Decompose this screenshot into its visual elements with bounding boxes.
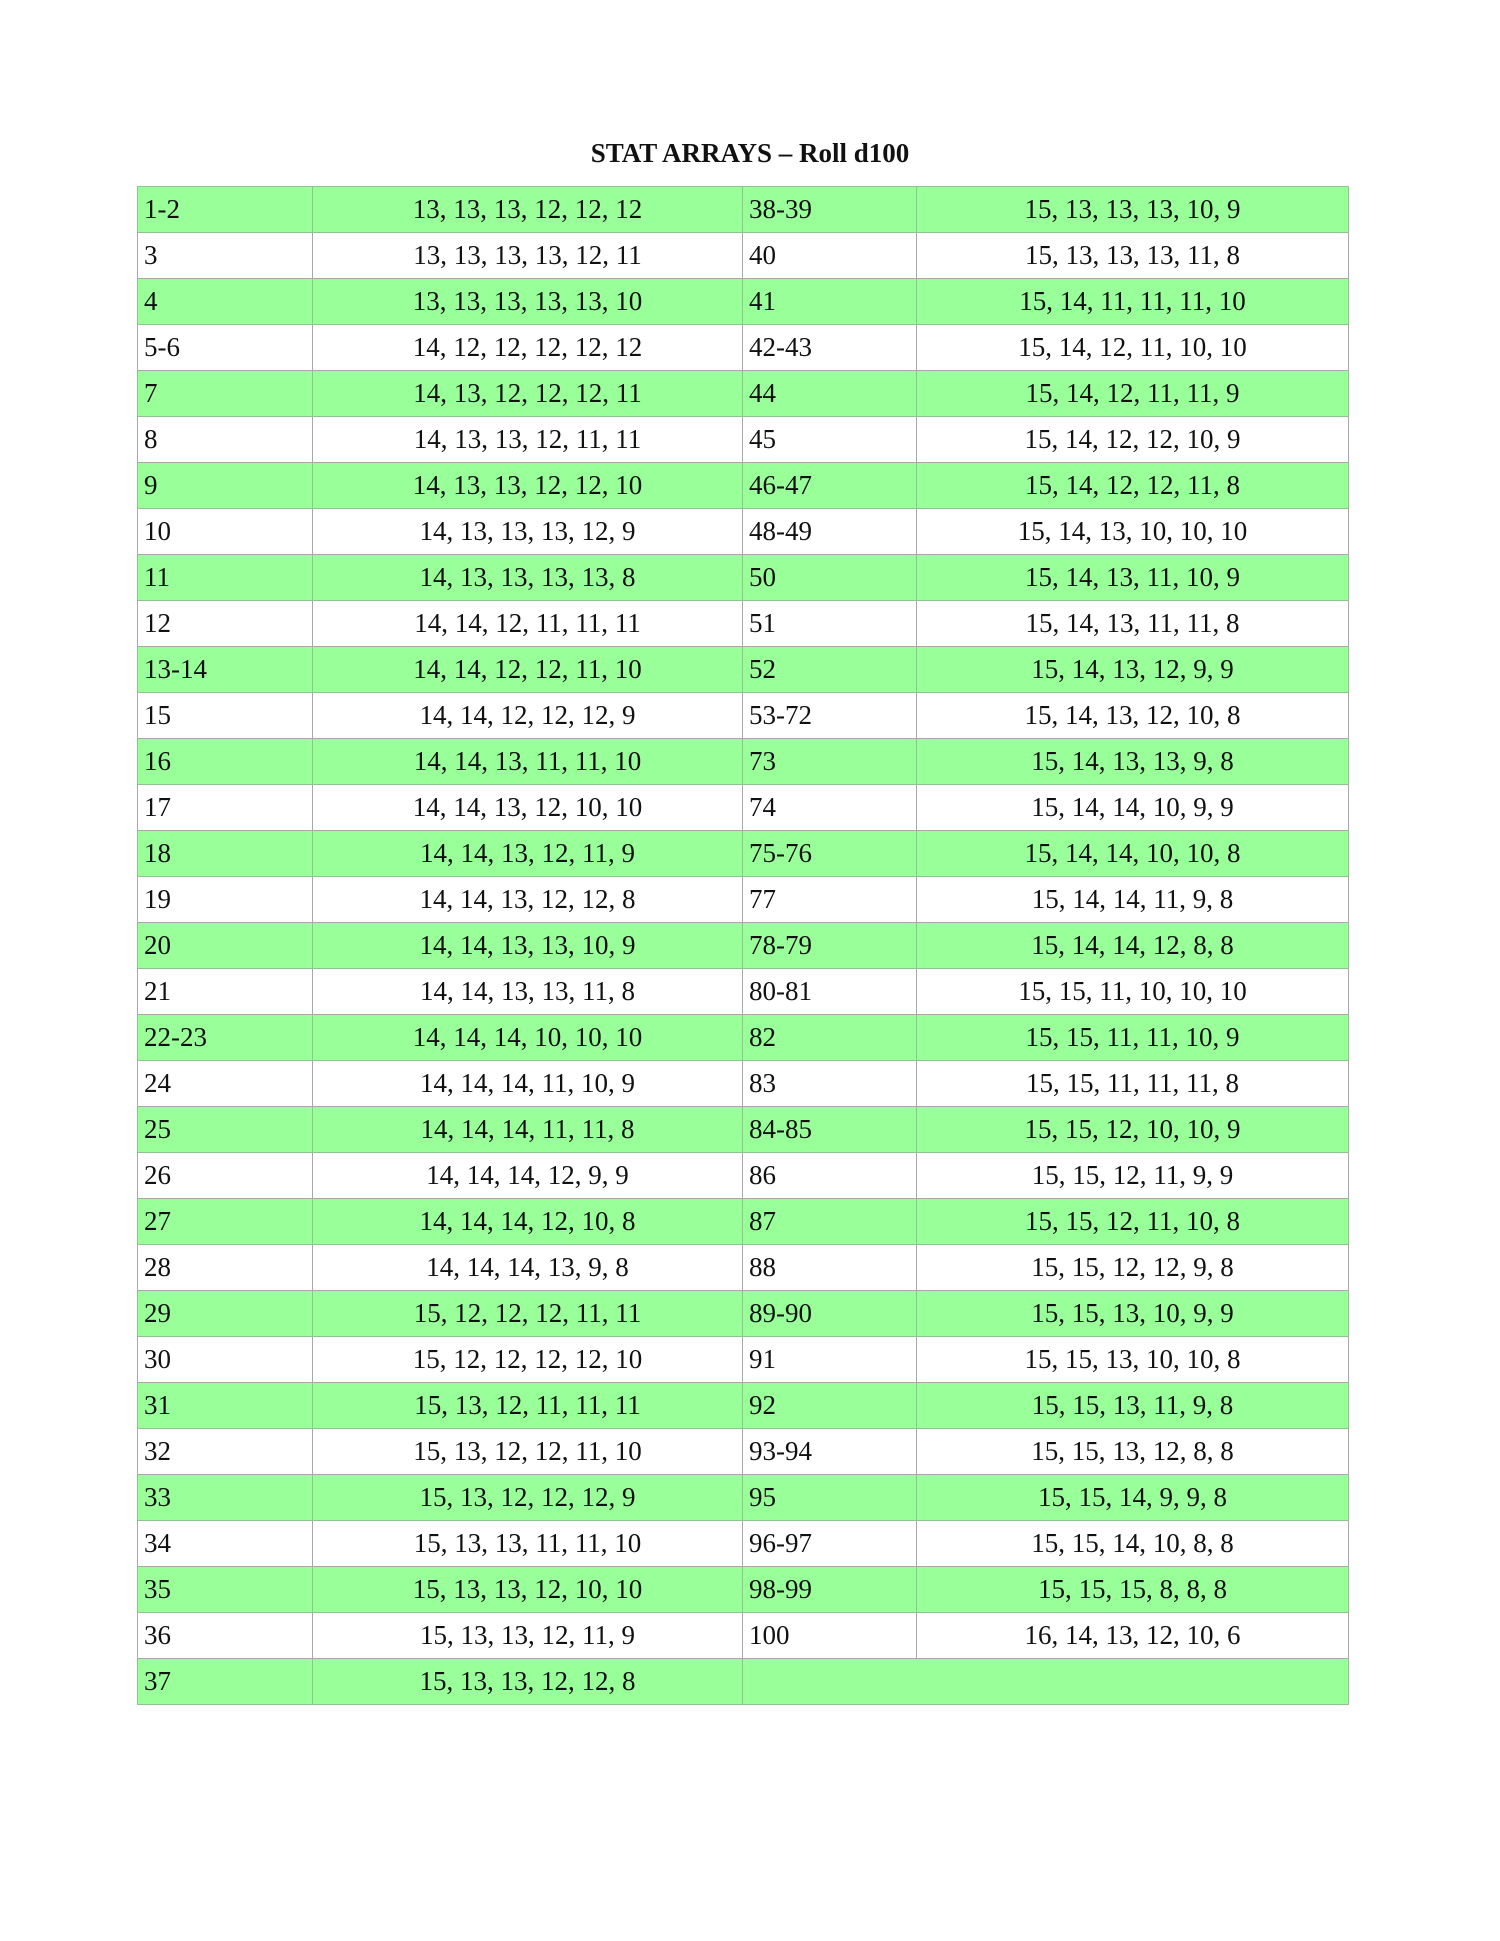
right-array-cell: 15, 15, 14, 9, 9, 8 — [917, 1475, 1349, 1521]
page-title: STAT ARRAYS – Roll d100 — [590, 138, 910, 168]
right-array-cell: 15, 14, 12, 11, 11, 9 — [917, 371, 1349, 417]
table-row — [138, 371, 1349, 417]
table-row — [138, 1291, 1349, 1337]
right-roll-cell: 95 — [743, 1475, 917, 1521]
left-array-cell: 15, 13, 12, 12, 11, 10 — [313, 1429, 743, 1475]
right-array-cell: 15, 14, 13, 10, 10, 10 — [917, 509, 1349, 555]
table-row — [138, 1613, 1349, 1659]
left-array-cell: 14, 14, 13, 13, 10, 9 — [313, 923, 743, 969]
left-array-cell: 15, 13, 12, 11, 11, 11 — [313, 1383, 743, 1429]
left-roll-cell: 28 — [138, 1245, 313, 1291]
left-roll-cell: 18 — [138, 831, 313, 877]
right-array-cell: 15, 15, 12, 12, 9, 8 — [917, 1245, 1349, 1291]
right-roll-cell: 50 — [743, 555, 917, 601]
right-roll-cell: 52 — [743, 647, 917, 693]
left-roll-cell: 30 — [138, 1337, 313, 1383]
left-roll-cell: 22-23 — [138, 1015, 313, 1061]
left-roll-cell: 31 — [138, 1383, 313, 1429]
empty-cell — [743, 1659, 1349, 1705]
right-roll-cell: 53-72 — [743, 693, 917, 739]
table-row — [138, 233, 1349, 279]
right-array-cell: 15, 15, 13, 12, 8, 8 — [917, 1429, 1349, 1475]
right-array-cell: 15, 14, 12, 12, 10, 9 — [917, 417, 1349, 463]
left-array-cell: 14, 13, 13, 12, 12, 10 — [313, 463, 743, 509]
left-array-cell: 15, 13, 12, 12, 12, 9 — [313, 1475, 743, 1521]
right-roll-cell: 91 — [743, 1337, 917, 1383]
left-roll-cell: 13-14 — [138, 647, 313, 693]
left-array-cell: 14, 14, 12, 12, 12, 9 — [313, 693, 743, 739]
right-array-cell: 15, 14, 13, 12, 10, 8 — [917, 693, 1349, 739]
table-row — [138, 279, 1349, 325]
right-roll-cell: 83 — [743, 1061, 917, 1107]
left-roll-cell: 15 — [138, 693, 313, 739]
right-roll-cell: 93-94 — [743, 1429, 917, 1475]
right-roll-cell: 46-47 — [743, 463, 917, 509]
left-roll-cell: 12 — [138, 601, 313, 647]
right-roll-cell: 96-97 — [743, 1521, 917, 1567]
left-roll-cell: 10 — [138, 509, 313, 555]
table-row — [138, 1567, 1349, 1613]
left-roll-cell: 5-6 — [138, 325, 313, 371]
right-roll-cell: 38-39 — [743, 187, 917, 233]
left-array-cell: 14, 14, 14, 11, 10, 9 — [313, 1061, 743, 1107]
left-array-cell: 15, 12, 12, 12, 11, 11 — [313, 1291, 743, 1337]
right-roll-cell: 45 — [743, 417, 917, 463]
left-roll-cell: 8 — [138, 417, 313, 463]
right-array-cell: 15, 13, 13, 13, 10, 9 — [917, 187, 1349, 233]
left-roll-cell: 36 — [138, 1613, 313, 1659]
right-roll-cell: 89-90 — [743, 1291, 917, 1337]
right-array-cell: 15, 15, 11, 10, 10, 10 — [917, 969, 1349, 1015]
right-array-cell: 15, 14, 14, 10, 10, 8 — [917, 831, 1349, 877]
table-row — [138, 647, 1349, 693]
right-array-cell: 15, 14, 13, 12, 9, 9 — [917, 647, 1349, 693]
table-row — [138, 923, 1349, 969]
left-array-cell: 14, 14, 12, 11, 11, 11 — [313, 601, 743, 647]
right-roll-cell: 100 — [743, 1613, 917, 1659]
left-array-cell: 14, 14, 13, 12, 11, 9 — [313, 831, 743, 877]
table-row — [138, 417, 1349, 463]
left-array-cell: 13, 13, 13, 13, 13, 10 — [313, 279, 743, 325]
left-roll-cell: 27 — [138, 1199, 313, 1245]
right-roll-cell: 84-85 — [743, 1107, 917, 1153]
left-array-cell: 15, 13, 13, 12, 12, 8 — [313, 1659, 743, 1705]
left-roll-cell: 16 — [138, 739, 313, 785]
left-array-cell: 14, 13, 13, 13, 12, 9 — [313, 509, 743, 555]
right-roll-cell: 44 — [743, 371, 917, 417]
table-row — [138, 1659, 1349, 1705]
left-roll-cell: 4 — [138, 279, 313, 325]
table-row — [138, 1107, 1349, 1153]
table-row — [138, 785, 1349, 831]
right-array-cell: 15, 14, 11, 11, 11, 10 — [917, 279, 1349, 325]
left-roll-cell: 33 — [138, 1475, 313, 1521]
left-array-cell: 14, 14, 14, 13, 9, 8 — [313, 1245, 743, 1291]
left-roll-cell: 19 — [138, 877, 313, 923]
left-array-cell: 14, 14, 13, 11, 11, 10 — [313, 739, 743, 785]
left-roll-cell: 3 — [138, 233, 313, 279]
left-array-cell: 14, 13, 13, 13, 13, 8 — [313, 555, 743, 601]
table-row — [138, 555, 1349, 601]
right-roll-cell: 41 — [743, 279, 917, 325]
right-array-cell: 15, 15, 13, 10, 9, 9 — [917, 1291, 1349, 1337]
left-roll-cell: 17 — [138, 785, 313, 831]
right-array-cell: 15, 15, 15, 8, 8, 8 — [917, 1567, 1349, 1613]
right-array-cell: 15, 15, 11, 11, 11, 8 — [917, 1061, 1349, 1107]
right-array-cell: 15, 14, 13, 11, 11, 8 — [917, 601, 1349, 647]
left-array-cell: 14, 13, 12, 12, 12, 11 — [313, 371, 743, 417]
right-roll-cell: 48-49 — [743, 509, 917, 555]
right-roll-cell: 78-79 — [743, 923, 917, 969]
left-array-cell: 14, 14, 12, 12, 11, 10 — [313, 647, 743, 693]
left-array-cell: 13, 13, 13, 13, 12, 11 — [313, 233, 743, 279]
table-row — [138, 739, 1349, 785]
right-array-cell: 15, 13, 13, 13, 11, 8 — [917, 233, 1349, 279]
left-roll-cell: 9 — [138, 463, 313, 509]
right-array-cell: 15, 15, 13, 10, 10, 8 — [917, 1337, 1349, 1383]
right-array-cell: 15, 14, 13, 11, 10, 9 — [917, 555, 1349, 601]
left-roll-cell: 37 — [138, 1659, 313, 1705]
left-roll-cell: 25 — [138, 1107, 313, 1153]
left-roll-cell: 26 — [138, 1153, 313, 1199]
left-array-cell: 14, 12, 12, 12, 12, 12 — [313, 325, 743, 371]
right-array-cell: 15, 14, 12, 12, 11, 8 — [917, 463, 1349, 509]
right-roll-cell: 42-43 — [743, 325, 917, 371]
table-row — [138, 1383, 1349, 1429]
left-array-cell: 13, 13, 13, 12, 12, 12 — [313, 187, 743, 233]
table-row — [138, 1061, 1349, 1107]
right-roll-cell: 86 — [743, 1153, 917, 1199]
right-array-cell: 15, 14, 14, 11, 9, 8 — [917, 877, 1349, 923]
right-roll-cell: 82 — [743, 1015, 917, 1061]
table-row — [138, 1337, 1349, 1383]
table-row — [138, 509, 1349, 555]
right-array-cell: 15, 14, 14, 10, 9, 9 — [917, 785, 1349, 831]
table-row — [138, 1199, 1349, 1245]
right-array-cell: 15, 15, 11, 11, 10, 9 — [917, 1015, 1349, 1061]
left-roll-cell: 7 — [138, 371, 313, 417]
left-array-cell: 15, 13, 13, 12, 10, 10 — [313, 1567, 743, 1613]
left-roll-cell: 24 — [138, 1061, 313, 1107]
table-row — [138, 187, 1349, 233]
table-row — [138, 1153, 1349, 1199]
table-row — [138, 1475, 1349, 1521]
left-array-cell: 14, 14, 13, 12, 10, 10 — [313, 785, 743, 831]
left-array-cell: 14, 14, 14, 12, 10, 8 — [313, 1199, 743, 1245]
left-array-cell: 15, 12, 12, 12, 12, 10 — [313, 1337, 743, 1383]
table-row — [138, 1521, 1349, 1567]
right-roll-cell: 74 — [743, 785, 917, 831]
table-row — [138, 1245, 1349, 1291]
right-roll-cell: 80-81 — [743, 969, 917, 1015]
left-roll-cell: 32 — [138, 1429, 313, 1475]
left-roll-cell: 35 — [138, 1567, 313, 1613]
left-roll-cell: 20 — [138, 923, 313, 969]
table-row — [138, 831, 1349, 877]
table-row — [138, 1015, 1349, 1061]
table-row — [138, 601, 1349, 647]
left-array-cell: 14, 14, 14, 12, 9, 9 — [313, 1153, 743, 1199]
right-roll-cell: 51 — [743, 601, 917, 647]
left-array-cell: 14, 14, 14, 10, 10, 10 — [313, 1015, 743, 1061]
right-array-cell: 15, 15, 12, 10, 10, 9 — [917, 1107, 1349, 1153]
stat-array-table — [137, 186, 1349, 1705]
left-roll-cell: 1-2 — [138, 187, 313, 233]
right-roll-cell: 88 — [743, 1245, 917, 1291]
left-array-cell: 15, 13, 13, 12, 11, 9 — [313, 1613, 743, 1659]
right-array-cell: 15, 14, 14, 12, 8, 8 — [917, 923, 1349, 969]
table-row — [138, 969, 1349, 1015]
right-roll-cell: 87 — [743, 1199, 917, 1245]
right-roll-cell: 73 — [743, 739, 917, 785]
right-roll-cell: 75-76 — [743, 831, 917, 877]
right-array-cell: 15, 15, 13, 11, 9, 8 — [917, 1383, 1349, 1429]
right-array-cell: 15, 14, 13, 13, 9, 8 — [917, 739, 1349, 785]
left-array-cell: 14, 14, 14, 11, 11, 8 — [313, 1107, 743, 1153]
table-row — [138, 463, 1349, 509]
table-row — [138, 1429, 1349, 1475]
left-roll-cell: 21 — [138, 969, 313, 1015]
right-roll-cell: 98-99 — [743, 1567, 917, 1613]
left-array-cell: 14, 14, 13, 12, 12, 8 — [313, 877, 743, 923]
left-array-cell: 14, 14, 13, 13, 11, 8 — [313, 969, 743, 1015]
right-array-cell: 15, 15, 12, 11, 9, 9 — [917, 1153, 1349, 1199]
right-roll-cell: 40 — [743, 233, 917, 279]
right-array-cell: 16, 14, 13, 12, 10, 6 — [917, 1613, 1349, 1659]
table-row — [138, 877, 1349, 923]
table-row — [138, 325, 1349, 371]
left-roll-cell: 11 — [138, 555, 313, 601]
left-roll-cell: 29 — [138, 1291, 313, 1337]
right-roll-cell: 92 — [743, 1383, 917, 1429]
table-row — [138, 693, 1349, 739]
right-array-cell: 15, 15, 14, 10, 8, 8 — [917, 1521, 1349, 1567]
right-roll-cell: 77 — [743, 877, 917, 923]
left-array-cell: 14, 13, 13, 12, 11, 11 — [313, 417, 743, 463]
right-array-cell: 15, 15, 12, 11, 10, 8 — [917, 1199, 1349, 1245]
left-roll-cell: 34 — [138, 1521, 313, 1567]
right-array-cell: 15, 14, 12, 11, 10, 10 — [917, 325, 1349, 371]
left-array-cell: 15, 13, 13, 11, 11, 10 — [313, 1521, 743, 1567]
